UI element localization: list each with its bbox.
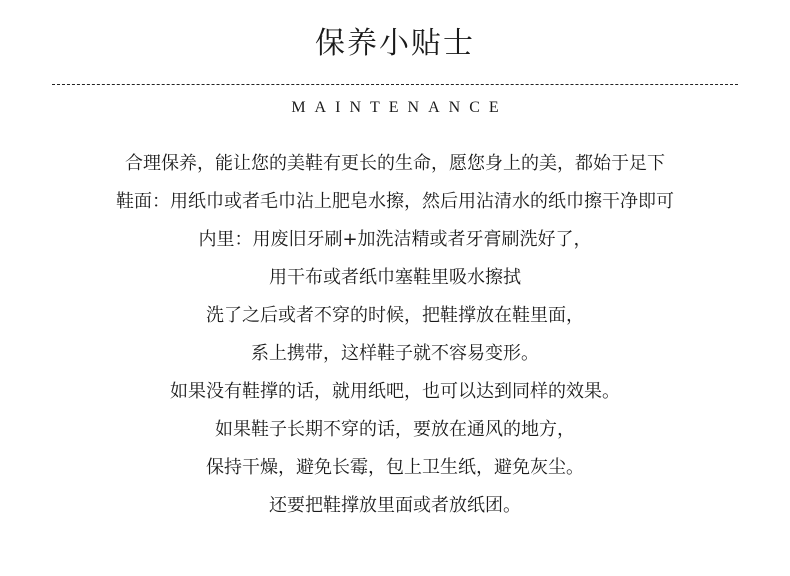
tips-list <box>0 145 790 525</box>
tip-line: 鞋面：用纸巾或者毛巾沾上肥皂水擦，然后用沾清水的纸巾擦干净即可 <box>116 191 674 212</box>
tip-line: 洗了之后或者不穿的时候，把鞋撑放在鞋里面， <box>206 305 584 326</box>
tip-line: 如果鞋子长期不穿的话，要放在通风的地方， <box>215 419 575 440</box>
tip-line: 系上携带，这样鞋子就不容易变形。 <box>251 343 539 364</box>
dashed-divider <box>52 84 738 85</box>
tip-line: 合理保养，能让您的美鞋有更长的生命，愿您身上的美，都始于足下 <box>125 153 665 174</box>
page-title: 保养小贴士 <box>315 26 475 61</box>
tip-line: 保持干燥，避免长霉，包上卫生纸，避免灰尘。 <box>206 457 584 478</box>
tip-line: 还要把鞋撑放里面或者放纸团。 <box>269 495 521 516</box>
tip-line: 内里：用废旧牙刷+加洗洁精或者牙膏刷洗好了， <box>198 229 592 250</box>
tip-line: 如果没有鞋撑的话，就用纸吧，也可以达到同样的效果。 <box>170 381 620 402</box>
tip-line: 用干布或者纸巾塞鞋里吸水擦拭 <box>269 267 521 288</box>
page-subtitle: MAINTENANCE <box>291 99 508 116</box>
